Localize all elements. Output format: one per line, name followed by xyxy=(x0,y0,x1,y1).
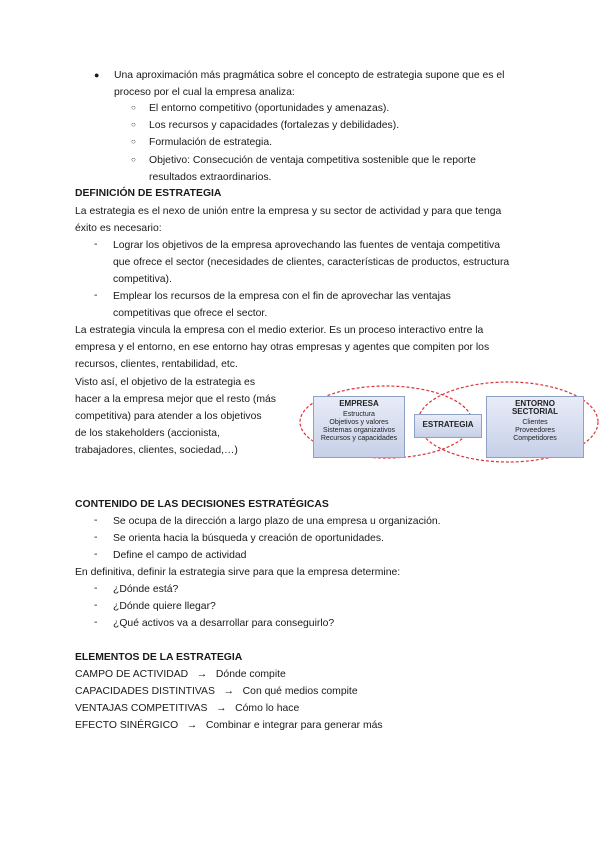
element-row xyxy=(75,668,286,681)
intro-sub-item: Objetivo: Consecución de ventaja competitiva sostenible que le reporte xyxy=(149,155,476,166)
entorno-title: ENTORNO xyxy=(515,399,555,408)
arrow-icon: → xyxy=(216,703,227,714)
circle-bullet-icon: ○ xyxy=(131,155,136,164)
paragraph-line: empresa y el entorno, en ese entorno hay otras empresas y agentes que compiten por los xyxy=(75,342,490,353)
circle-bullet-icon: ○ xyxy=(131,120,136,129)
arrow-icon: → xyxy=(186,720,198,731)
paragraph-line: hacer a la empresa mejor que el resto (más xyxy=(75,394,276,405)
empresa-box xyxy=(313,396,405,458)
list-item: que ofrece el sector (necesidades de clientes, características de productos, estructura xyxy=(113,257,510,268)
dash-bullet-icon: - xyxy=(94,532,98,543)
element-desc: Cómo lo hace xyxy=(235,703,300,714)
list-item: ¿Dónde quiere llegar? xyxy=(113,601,216,612)
element-term: VENTAJAS COMPETITIVAS xyxy=(75,703,208,714)
paragraph-line: Visto así, el objetivo de la estrategia es xyxy=(75,377,256,388)
intro-sub-item: Los recursos y capacidades (fortalezas y debilidades). xyxy=(149,120,400,131)
entorno-item: Proveedores xyxy=(515,427,555,434)
paragraph-line: En definitiva, definir la estrategia sirve para que la empresa determine: xyxy=(75,567,401,578)
estrategia-box xyxy=(414,414,482,438)
dash-bullet-icon: - xyxy=(94,549,98,560)
paragraph-line: éxito es necesario: xyxy=(75,223,162,234)
element-desc: Combinar e integrar para generar más xyxy=(205,720,383,731)
circle-bullet-icon: ○ xyxy=(131,103,136,112)
paragraph-line: competitiva) para atender a los objetivos xyxy=(75,411,262,422)
paragraph-line: recursos, clientes, rentabilidad, etc. xyxy=(75,359,238,370)
strategy-diagram xyxy=(298,380,600,464)
dash-bullet-icon: - xyxy=(94,290,98,301)
empresa-title: EMPRESA xyxy=(339,399,379,408)
list-item: ¿Qué activos va a desarrollar para conseguirlo? xyxy=(113,618,335,629)
entorno-item: Clientes xyxy=(522,419,548,426)
paragraph-line: trabajadores, clientes, sociedad,…) xyxy=(75,445,238,456)
list-item: Se orienta hacia la búsqueda y creación de oportunidades. xyxy=(113,533,384,544)
arrow-icon: → xyxy=(223,686,234,697)
section-heading-elementos: ELEMENTOS DE LA ESTRATEGIA xyxy=(75,652,243,663)
circle-bullet-icon: ○ xyxy=(131,137,136,146)
intro-line: Una aproximación más pragmática sobre el concepto de estrategia supone que es el xyxy=(114,70,505,81)
section-heading-contenido: CONTENIDO DE LAS DECISIONES ESTRATÉGICAS xyxy=(75,499,329,510)
dash-bullet-icon: - xyxy=(94,515,98,526)
intro-line: proceso por el cual la empresa analiza: xyxy=(114,87,295,98)
entorno-title: SECTORIAL xyxy=(511,407,559,416)
bullet-icon: ● xyxy=(94,70,100,80)
intro-sub-item: El entorno competitivo (oportunidades y amenazas). xyxy=(149,103,390,114)
dash-bullet-icon: - xyxy=(94,583,98,594)
dash-bullet-icon: - xyxy=(94,617,98,628)
section-heading-definicion: DEFINICIÓN DE ESTRATEGIA xyxy=(75,188,222,199)
element-desc: Con qué medios compite xyxy=(242,686,358,697)
entorno-item: Competidores xyxy=(513,435,557,442)
paragraph-line: La estrategia es el nexo de unión entre la empresa y su sector de actividad y para que tenga xyxy=(75,206,502,217)
dash-bullet-icon: - xyxy=(94,239,98,250)
empresa-item: Estructura xyxy=(343,411,375,418)
estrategia-label: ESTRATEGIA xyxy=(422,420,474,429)
element-row xyxy=(75,685,358,698)
list-item: Emplear los recursos de la empresa con el fin de aprovechar las ventajas xyxy=(113,291,451,302)
list-item: Lograr los objetivos de la empresa aprovechando las fuentes de ventaja competitiva xyxy=(113,240,500,251)
element-row xyxy=(75,719,383,732)
list-item: ¿Dónde está? xyxy=(113,584,179,595)
element-term: CAPACIDADES DISTINTIVAS xyxy=(75,686,215,697)
paragraph-line: de los stakeholders (accionista, xyxy=(75,428,220,439)
empresa-item: Objetivos y valores xyxy=(329,419,389,426)
paragraph-line: La estrategia vincula la empresa con el medio exterior. Es un proceso interactivo entre la xyxy=(75,325,484,336)
list-item: Define el campo de actividad xyxy=(113,550,247,561)
empresa-item: Sistemas organizativos xyxy=(323,427,395,434)
element-term: EFECTO SINÉRGICO xyxy=(75,720,179,731)
element-row xyxy=(75,702,299,715)
intro-sub-item: resultados extraordinarios. xyxy=(149,172,272,183)
element-term: CAMPO DE ACTIVIDAD xyxy=(75,669,189,680)
list-item: competitivas que ofrece el sector. xyxy=(113,308,268,319)
intro-sub-item: Formulación de estrategia. xyxy=(149,137,273,148)
element-desc: Dónde compite xyxy=(215,669,286,680)
list-item: Se ocupa de la dirección a largo plazo de una empresa u organización. xyxy=(113,516,441,527)
arrow-icon: → xyxy=(196,669,208,680)
list-item: competitiva). xyxy=(113,274,172,285)
dash-bullet-icon: - xyxy=(94,600,98,611)
entorno-box xyxy=(486,396,584,458)
empresa-item: Recursos y capacidades xyxy=(320,435,398,442)
